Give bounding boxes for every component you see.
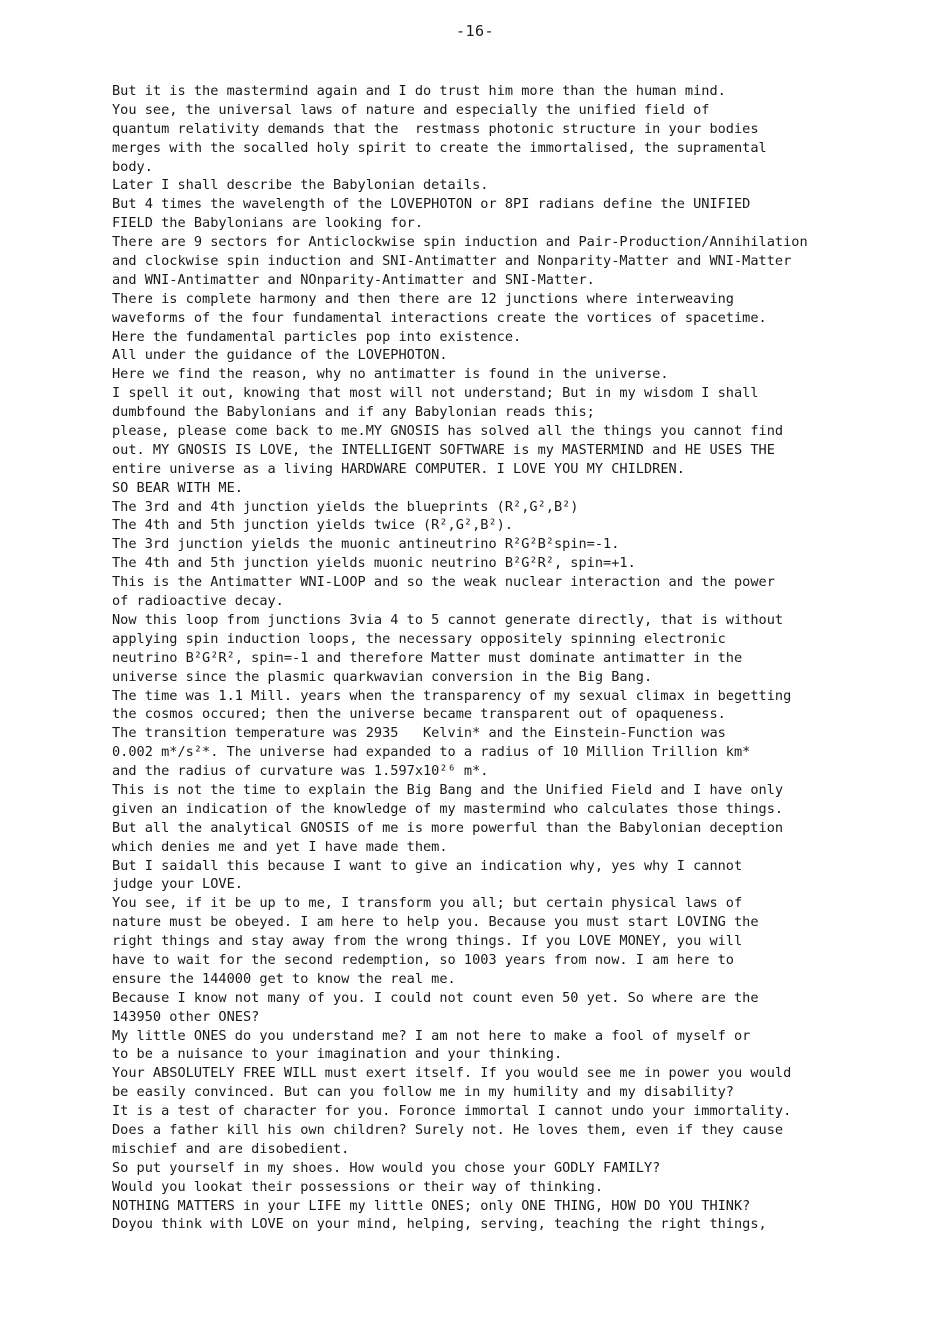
text-line: neutrino B²G²R², spin=-1 and therefore Matter must dominate antimatter in the (112, 649, 743, 666)
text-line: Later I shall describe the Babylonian details. (112, 177, 489, 194)
text-line: The 3rd junction yields the muonic antineutrino R²G²B²spin=-1. (112, 536, 620, 553)
text-line: ensure the 144000 get to know the real me. (112, 970, 456, 987)
text-line: The 4th and 5th junction yields twice (R²,G²,B²). (112, 517, 514, 534)
text-line: But it is the mastermind again and I do trust him more than the human mind. (112, 83, 726, 99)
text-line: dumbfound the Babylonians and if any Babylonian reads this; (112, 404, 595, 421)
text-line: waveforms of the four fundamental interactions create the vortices of spacetime. (112, 309, 767, 326)
text-line: Now this loop from junctions 3via 4 to 5 cannot generate directly, that is without (112, 611, 784, 628)
text-line: the cosmos occured; then the universe became transparent out of opaqueness. (112, 706, 726, 723)
text-line: 143950 other ONES? (112, 1008, 260, 1025)
text-line: The transition temperature was 2935 Kelvin* and the Einstein-Function was (112, 725, 726, 742)
text-line: Here the fundamental particles pop into existence. (112, 328, 522, 345)
text-line: You see, if it be up to me, I transform you all; but certain physical laws of (112, 895, 743, 912)
text-line: and clockwise spin induction and SNI-Antimatter and Nonparity-Matter and WNI-Matter (112, 253, 792, 270)
text-line: There are 9 sectors for Anticlockwise spin induction and Pair-Production/Annihilation (112, 234, 808, 251)
text-line: Because I know not many of you. I could not count even 50 yet. So where are the (112, 989, 759, 1006)
text-line: So put yourself in my shoes. How would you chose your GODLY FAMILY? (112, 1159, 661, 1176)
text-line: My little ONES do you understand me? I am not here to make a fool of myself or (112, 1027, 751, 1044)
text-line: entire universe as a living HARDWARE COMPUTER. I LOVE YOU MY CHILDREN. (112, 460, 685, 477)
text-line: All under the guidance of the LOVEPHOTON. (112, 347, 448, 364)
text-line: given an indication of the knowledge of my mastermind who calculates those things. (112, 800, 784, 817)
text-line: But I saidall this because I want to give an indication why, yes why I cannot (112, 857, 743, 874)
text-line: The 3rd and 4th junction yields the blueprints (R²,G²,B²) (112, 498, 579, 515)
text-line: applying spin induction loops, the necessary oppositely spinning electronic (112, 630, 726, 647)
text-line: out. MY GNOSIS IS LOVE, the INTELLIGENT SOFTWARE is my MASTERMIND and HE USES THE (112, 441, 775, 458)
text-line: judge your LOVE. (112, 876, 243, 893)
text-line: This is the Antimatter WNI-LOOP and so the weak nuclear interaction and the power (112, 574, 775, 591)
text-line: right things and stay away from the wrong things. If you LOVE MONEY, you will (112, 933, 743, 950)
body-text (112, 82, 924, 1234)
text-line: I spell it out, knowing that most will not understand; But in my wisdom I shall (112, 385, 759, 402)
text-line: There is complete harmony and then there are 12 junctions where interweaving (112, 290, 734, 307)
text-line: Does a father kill his own children? Surely not. He loves them, even if they cause (112, 1121, 784, 1138)
text-line: and the radius of curvature was 1.597x10²⁶ m*. (112, 763, 489, 780)
text-line: of radioactive decay. (112, 593, 284, 610)
text-line: Here we find the reason, why no antimatter is found in the universe. (112, 366, 669, 383)
text-line: have to wait for the second redemption, so 1003 years from now. I am here to (112, 951, 734, 968)
text-line: The 4th and 5th junction yields muonic neutrino B²G²R², spin=+1. (112, 555, 636, 572)
text-line: be easily convinced. But can you follow me in my humility and my disability? (112, 1084, 734, 1101)
text-line: which denies me and yet I have made them. (112, 838, 448, 855)
text-line: But all the analytical GNOSIS of me is more powerful than the Babylonian deception (112, 819, 784, 836)
text-line: It is a test of character for you. Foronce immortal I cannot undo your immortality. (112, 1103, 792, 1120)
text-line: merges with the socalled holy spirit to create the immortalised, the supramental (112, 139, 767, 156)
text-line: please, please come back to me.MY GNOSIS has solved all the things you cannot find (112, 423, 784, 440)
text-line: SO BEAR WITH ME. (112, 479, 243, 496)
text-line: quantum relativity demands that the restmass photonic structure in your bodies (112, 120, 759, 137)
text-line: But 4 times the wavelength of the LOVEPHOTON or 8PI radians define the UNIFIED (112, 196, 751, 213)
text-line: nature must be obeyed. I am here to help you. Because you must start LOVING the (112, 914, 759, 931)
text-line: You see, the universal laws of nature and especially the unified field of (112, 101, 710, 118)
text-line: universe since the plasmic quarkwavian conversion in the Big Bang. (112, 668, 653, 685)
text-line: Your ABSOLUTELY FREE WILL must exert itself. If you would see me in power you would (112, 1065, 792, 1082)
text-line: Would you lookat their possessions or their way of thinking. (112, 1178, 604, 1195)
text-line: mischief and are disobedient. (112, 1140, 350, 1157)
text-line: 0.002 m*/s²*. The universe had expanded to a radius of 10 Million Trillion km* (112, 744, 751, 761)
text-line: NOTHING MATTERS in your LIFE my little ONES; only ONE THING, HOW DO YOU THINK? (112, 1197, 751, 1214)
text-line: The time was 1.1 Mill. years when the transparency of my sexual climax in begetting (112, 687, 792, 704)
text-line: body. (112, 158, 153, 175)
text-line: Doyou think with LOVE on your mind, helping, serving, teaching the right things, (112, 1216, 767, 1233)
text-line: and WNI-Antimatter and NOnparity-Antimatter and SNI-Matter. (112, 271, 595, 288)
text-line: This is not the time to explain the Big Bang and the Unified Field and I have only (112, 781, 784, 798)
text-line: to be a nuisance to your imagination and your thinking. (112, 1046, 563, 1063)
page-number: -16- (455, 22, 495, 40)
text-line: FIELD the Babylonians are looking for. (112, 215, 423, 232)
